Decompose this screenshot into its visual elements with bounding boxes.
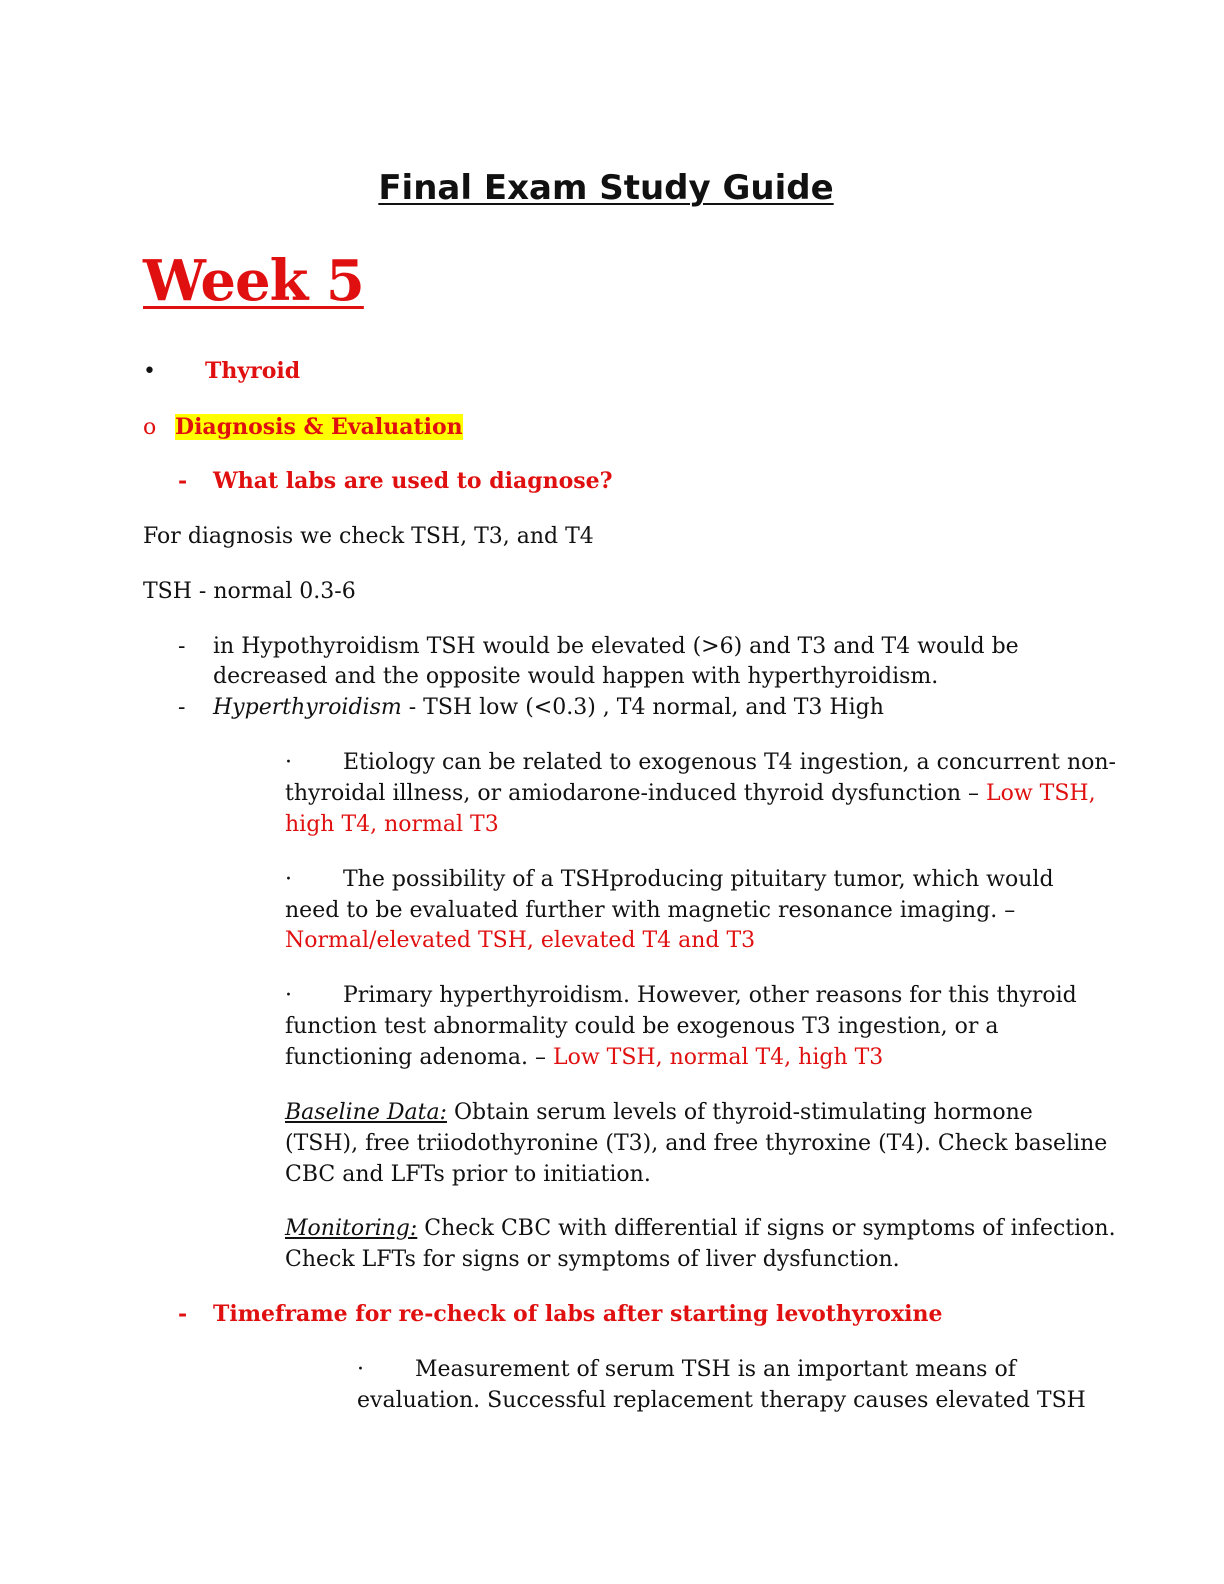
baseline-line-1 <box>285 1097 1033 1128</box>
primary-line-3 <box>285 1042 883 1073</box>
baseline-line-3: CBC and LFTs prior to initiation. <box>285 1162 651 1187</box>
dot-marker: · <box>285 867 292 892</box>
dash-marker: - <box>178 695 186 720</box>
baseline-line-2: (TSH), free triiodothyronine (T3), and free thyroxine (T4). Check baseline <box>285 1131 1108 1156</box>
monitoring-label: Monitoring: <box>285 1216 418 1241</box>
bullet-marker: • <box>143 359 156 384</box>
topic-thyroid: Thyroid <box>205 358 301 384</box>
hyperthyroidism-line <box>213 692 884 723</box>
monitoring-line-1 <box>285 1213 1116 1244</box>
etiology-text: thyroidal illness, or amiodarone-induced thyroid dysfunction – <box>285 781 986 806</box>
etiology-line-1: Etiology can be related to exogenous T4 ingestion, a concurrent non- <box>343 750 1116 775</box>
dash-marker: - <box>178 468 188 494</box>
monitoring-line-2: Check LFTs for signs or symptoms of liver dysfunction. <box>285 1247 900 1272</box>
document-title: Final Exam Study Guide <box>378 168 834 208</box>
measurement-line-1: Measurement of serum TSH is an important means of <box>415 1357 1016 1382</box>
hyperthyroidism-term: Hyperthyroidism <box>213 695 402 720</box>
dot-marker: · <box>285 750 292 775</box>
monitoring-text: Check CBC with differential if signs or symptoms of infection. <box>417 1216 1116 1241</box>
baseline-text: Obtain serum levels of thyroid-stimulating hormone <box>446 1100 1033 1125</box>
paragraph-tsh-normal: TSH - normal 0.3-6 <box>143 579 356 604</box>
primary-text: functioning adenoma. – <box>285 1045 553 1070</box>
measurement-line-2: evaluation. Successful replacement therapy causes elevated TSH <box>357 1388 1086 1413</box>
question-labs: What labs are used to diagnose? <box>213 468 613 494</box>
dot-marker: · <box>285 983 292 1008</box>
section-marker: o <box>143 415 157 440</box>
question-timeframe: Timeframe for re-check of labs after starting levothyroxine <box>213 1301 943 1327</box>
highlighted-label: Diagnosis & Evaluation <box>175 414 463 440</box>
etiology-line-2 <box>285 778 1096 809</box>
hypothyroidism-line-2: decreased and the opposite would happen with hyperthyroidism. <box>213 664 939 689</box>
paragraph-diagnosis: For diagnosis we check TSH, T3, and T4 <box>143 524 594 549</box>
section-heading <box>175 412 463 443</box>
hyperthyroidism-values: - TSH low (<0.3) , T4 normal, and T3 High <box>401 695 884 720</box>
primary-line-1: Primary hyperthyroidism. However, other reasons for this thyroid <box>343 983 1077 1008</box>
etiology-line-3: high T4, normal T3 <box>285 812 499 837</box>
hypothyroidism-line-1: in Hypothyroidism TSH would be elevated (>6) and T3 and T4 would be <box>213 634 1019 659</box>
etiology-result: Low TSH, <box>986 781 1096 806</box>
pituitary-line-1: The possibility of a TSHproducing pituitary tumor, which would <box>343 867 1054 892</box>
dash-marker: - <box>178 634 186 659</box>
dash-marker: - <box>178 1301 188 1327</box>
baseline-label: Baseline Data: <box>285 1100 447 1125</box>
pituitary-line-2: need to be evaluated further with magnetic resonance imaging. – <box>285 898 1016 923</box>
primary-result: Low TSH, normal T4, high T3 <box>552 1045 884 1070</box>
primary-line-2: function test abnormality could be exogenous T3 ingestion, or a <box>285 1014 999 1039</box>
pituitary-line-3: Normal/elevated TSH, elevated T4 and T3 <box>285 928 756 953</box>
week-heading: Week 5 <box>143 248 364 314</box>
dot-marker: · <box>357 1357 364 1382</box>
